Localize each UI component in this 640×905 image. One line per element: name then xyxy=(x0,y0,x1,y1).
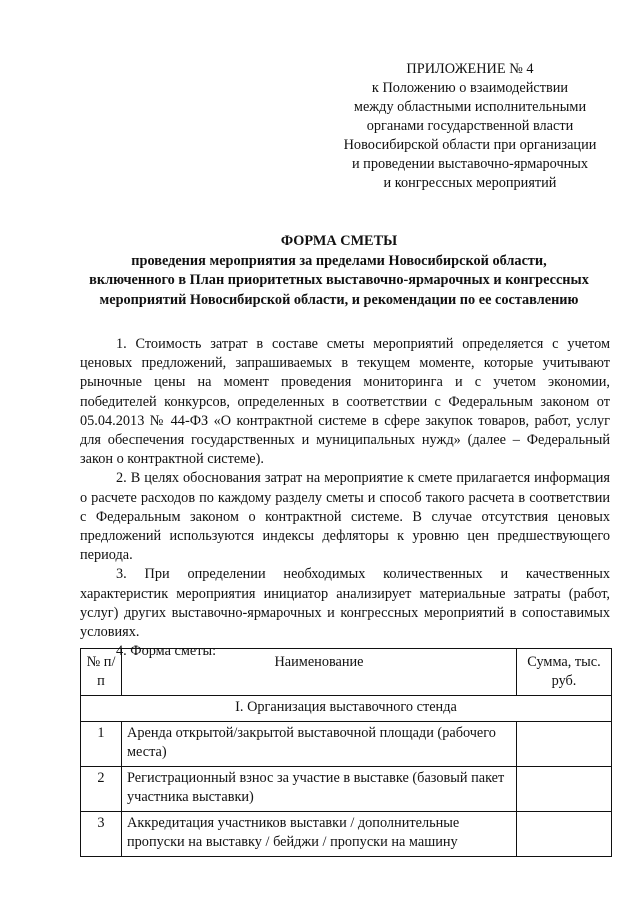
table-section-row xyxy=(81,696,612,722)
table-row xyxy=(81,722,612,767)
annex-line: и конгрессных мероприятий xyxy=(383,175,557,191)
title-line: проведения мероприятия за пределами Новосибирской области, xyxy=(131,252,547,269)
title-main: ФОРМА СМЕТЫ xyxy=(280,233,398,249)
document-body xyxy=(80,335,610,661)
annex-heading xyxy=(330,60,610,193)
title-line: включенного в План приоритетных выставочно-ярмарочных и конгрессных xyxy=(89,272,589,288)
paragraph-1: 1. Стоимость затрат в составе сметы мероприятий определяется с учетом ценовых предложений, запрашиваемых в текущем моменте, которые учитывают рыночные цены на момент проведения мониторинга и с учетом экономии, победителей конкурсов, определенных в соответствии с Федеральным законом от 05.04.2013 № 44-ФЗ «О контрактной системе в сфере закупок товаров, работ, услуг для обеспечения государственных и муниципальных нужд» (далее – Федеральный закон о контрактной системе). xyxy=(80,336,610,468)
annex-line: и проведении выставочно-ярмарочных xyxy=(351,156,589,172)
title-line: мероприятий Новосибирской области, и рекомендации по ее составлению xyxy=(99,291,579,308)
annex-line: органами государственной власти xyxy=(366,118,574,134)
row-sum xyxy=(517,767,612,812)
row-name: Аренда открытой/закрытой выставочной площади (рабочего места) xyxy=(122,722,517,767)
header-num: № п/п xyxy=(81,649,122,696)
header-sum: Сумма, тыс. руб. xyxy=(517,649,612,696)
row-sum xyxy=(517,722,612,767)
paragraph-3: 3. При определении необходимых количественных и качественных характеристик мероприятия инициатор анализирует материальные затраты (работ, услуг) других выставочно-ярмарочных и конгрессных мероприятий в сопоставимых условиях. xyxy=(80,566,610,641)
estimate-table xyxy=(80,648,612,857)
row-sum xyxy=(517,812,612,857)
table-row xyxy=(81,767,612,812)
document-title xyxy=(60,232,618,310)
section-title: I. Организация выставочного стенда xyxy=(81,696,612,722)
paragraph-2: 2. В целях обоснования затрат на мероприятие к смете прилагается информация о расчете расходов по каждому разделу сметы и способ такого расчета в соответствии с Федеральным законом о контрактной системе. В случае отсутствия ценовых предложений используются индексы дефляторы к уровню цен предшествующего периода. xyxy=(80,470,610,564)
annex-line: к Положению о взаимодействии xyxy=(371,80,569,96)
row-num: 3 xyxy=(81,812,122,857)
row-num: 1 xyxy=(81,722,122,767)
header-name: Наименование xyxy=(122,649,517,696)
annex-line: Новосибирской области при организации xyxy=(343,137,597,153)
row-name: Аккредитация участников выставки / дополнительные пропуски на выставку / бейджи / пропуски на машину xyxy=(122,812,517,857)
row-num: 2 xyxy=(81,767,122,812)
table-header-row xyxy=(81,649,612,696)
row-name: Регистрационный взнос за участие в выставке (базовый пакет участника выставки) xyxy=(122,767,517,812)
annex-title: ПРИЛОЖЕНИЕ № 4 xyxy=(406,61,534,77)
table-row xyxy=(81,812,612,857)
annex-line: между областными исполнительными xyxy=(353,99,587,115)
paragraph-4: 4. Форма сметы: xyxy=(116,643,217,660)
